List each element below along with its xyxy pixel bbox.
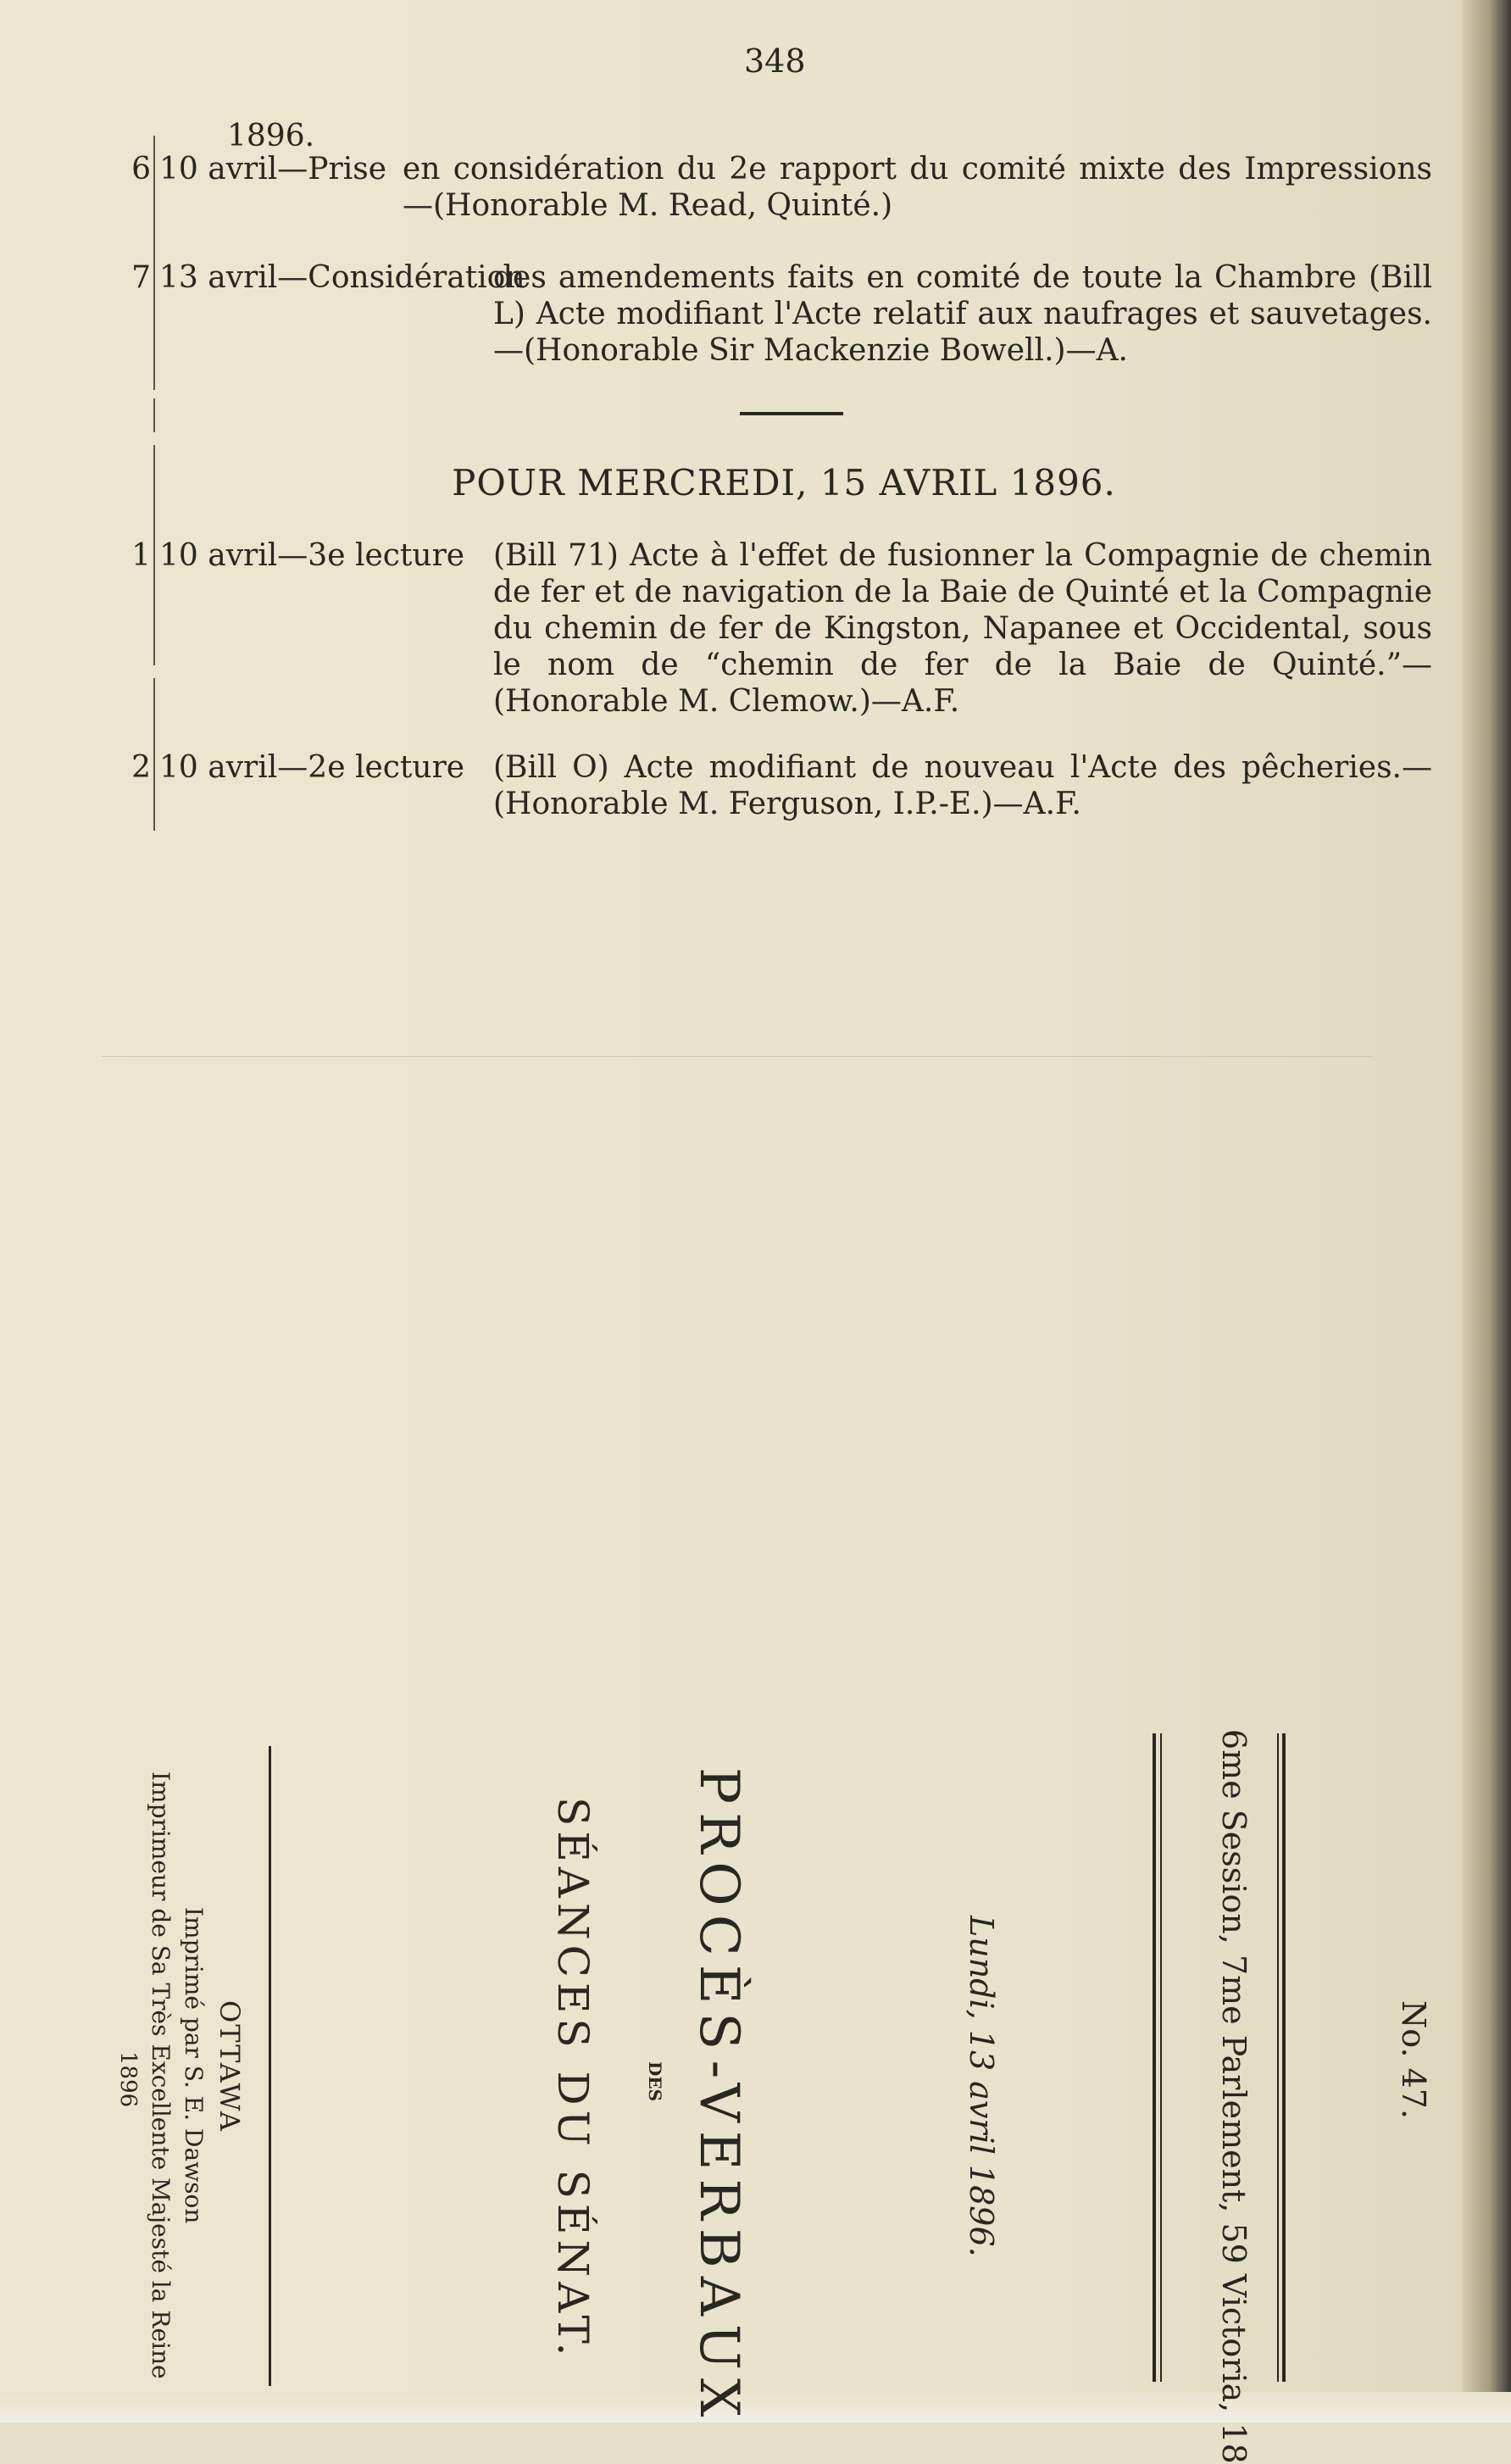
entry-text: (Bill 71) Acte à l'effet de fusionner la Compagnie de chemin de fer et de navigation de la Baie de Quinté et la Compagnie du chemin de fer de Kingston, Napanee et Occidental, sous le nom de “chemin de fer de la Baie de Quinté.”—(Honorable M. Clemow.)—A.F. (493, 538, 1432, 719)
cover-subtitle: SÉANCES DU SÉNAT. (548, 1797, 597, 2361)
year-heading: 1896. (227, 119, 315, 153)
entry-date: 10 avril—3e lecture (159, 538, 465, 573)
order-entry (127, 259, 1432, 369)
cover-rule (269, 1746, 271, 2386)
section-separator (740, 412, 843, 415)
entry-number: 2 (131, 750, 151, 785)
entry-date: 10 avril—Prise (159, 152, 387, 186)
cover-des: DES (645, 2061, 665, 2102)
cover-rule (1282, 1733, 1286, 2382)
cover-title: PROCÈS-VERBAUX (687, 1767, 750, 2426)
entry-text: des amendements faits en comité de toute la Chambre (Bill L) Acte modifiant l'Acte relatif aux naufrages et sauvetages.—(Honorable Sir Mackenzie Bowell.)—A. (493, 260, 1432, 368)
entry-number: 7 (131, 260, 151, 295)
order-entry (127, 537, 1432, 720)
order-entry (127, 749, 1432, 822)
cover-printer-line2: Imprimeur de Sa Très Excellente Majesté la Reine (147, 1772, 175, 2379)
cover-date: Lundi, 13 avril 1896. (963, 1916, 1000, 2257)
cover-session: 6me Session, 7me Parlement, 59 Victoria, 18 (1215, 1729, 1253, 2464)
cover-rule (1277, 1733, 1279, 2382)
entry-date: 13 avril—Considération (159, 260, 525, 295)
cover-rule (1160, 1733, 1162, 2382)
page-number: 348 (744, 42, 806, 80)
cover-printer-year: 1896 (115, 2051, 141, 2108)
section-title: POUR MERCREDI, 15 AVRIL 1896. (452, 462, 1116, 503)
entry-number: 1 (131, 538, 151, 573)
page-bottom-edge (0, 2392, 1511, 2422)
faint-rule (102, 1056, 1373, 1057)
entry-text: (Bill O) Acte modifiant de nouveau l'Acte des pêcheries.—(Honorable M. Ferguson, I.P.-E.)—A.F. (493, 750, 1432, 821)
entry-text: en considération du 2e rapport du comité mixte des Impressions —(Honorable M. Read, Quinté.) (403, 152, 1432, 223)
cover-rule (1153, 1733, 1156, 2382)
page-edge-shadow (1462, 0, 1511, 2422)
entry-number: 6 (131, 152, 151, 186)
order-entry (127, 151, 1432, 224)
cover-printer-line1: Imprimé par S. E. Dawson (180, 1907, 208, 2224)
cover-number: No. 47. (1395, 2000, 1432, 2120)
entry-date: 10 avril—2e lecture (159, 750, 465, 785)
margin-rule (153, 398, 155, 432)
cover-city: OTTAWA (214, 2000, 246, 2133)
